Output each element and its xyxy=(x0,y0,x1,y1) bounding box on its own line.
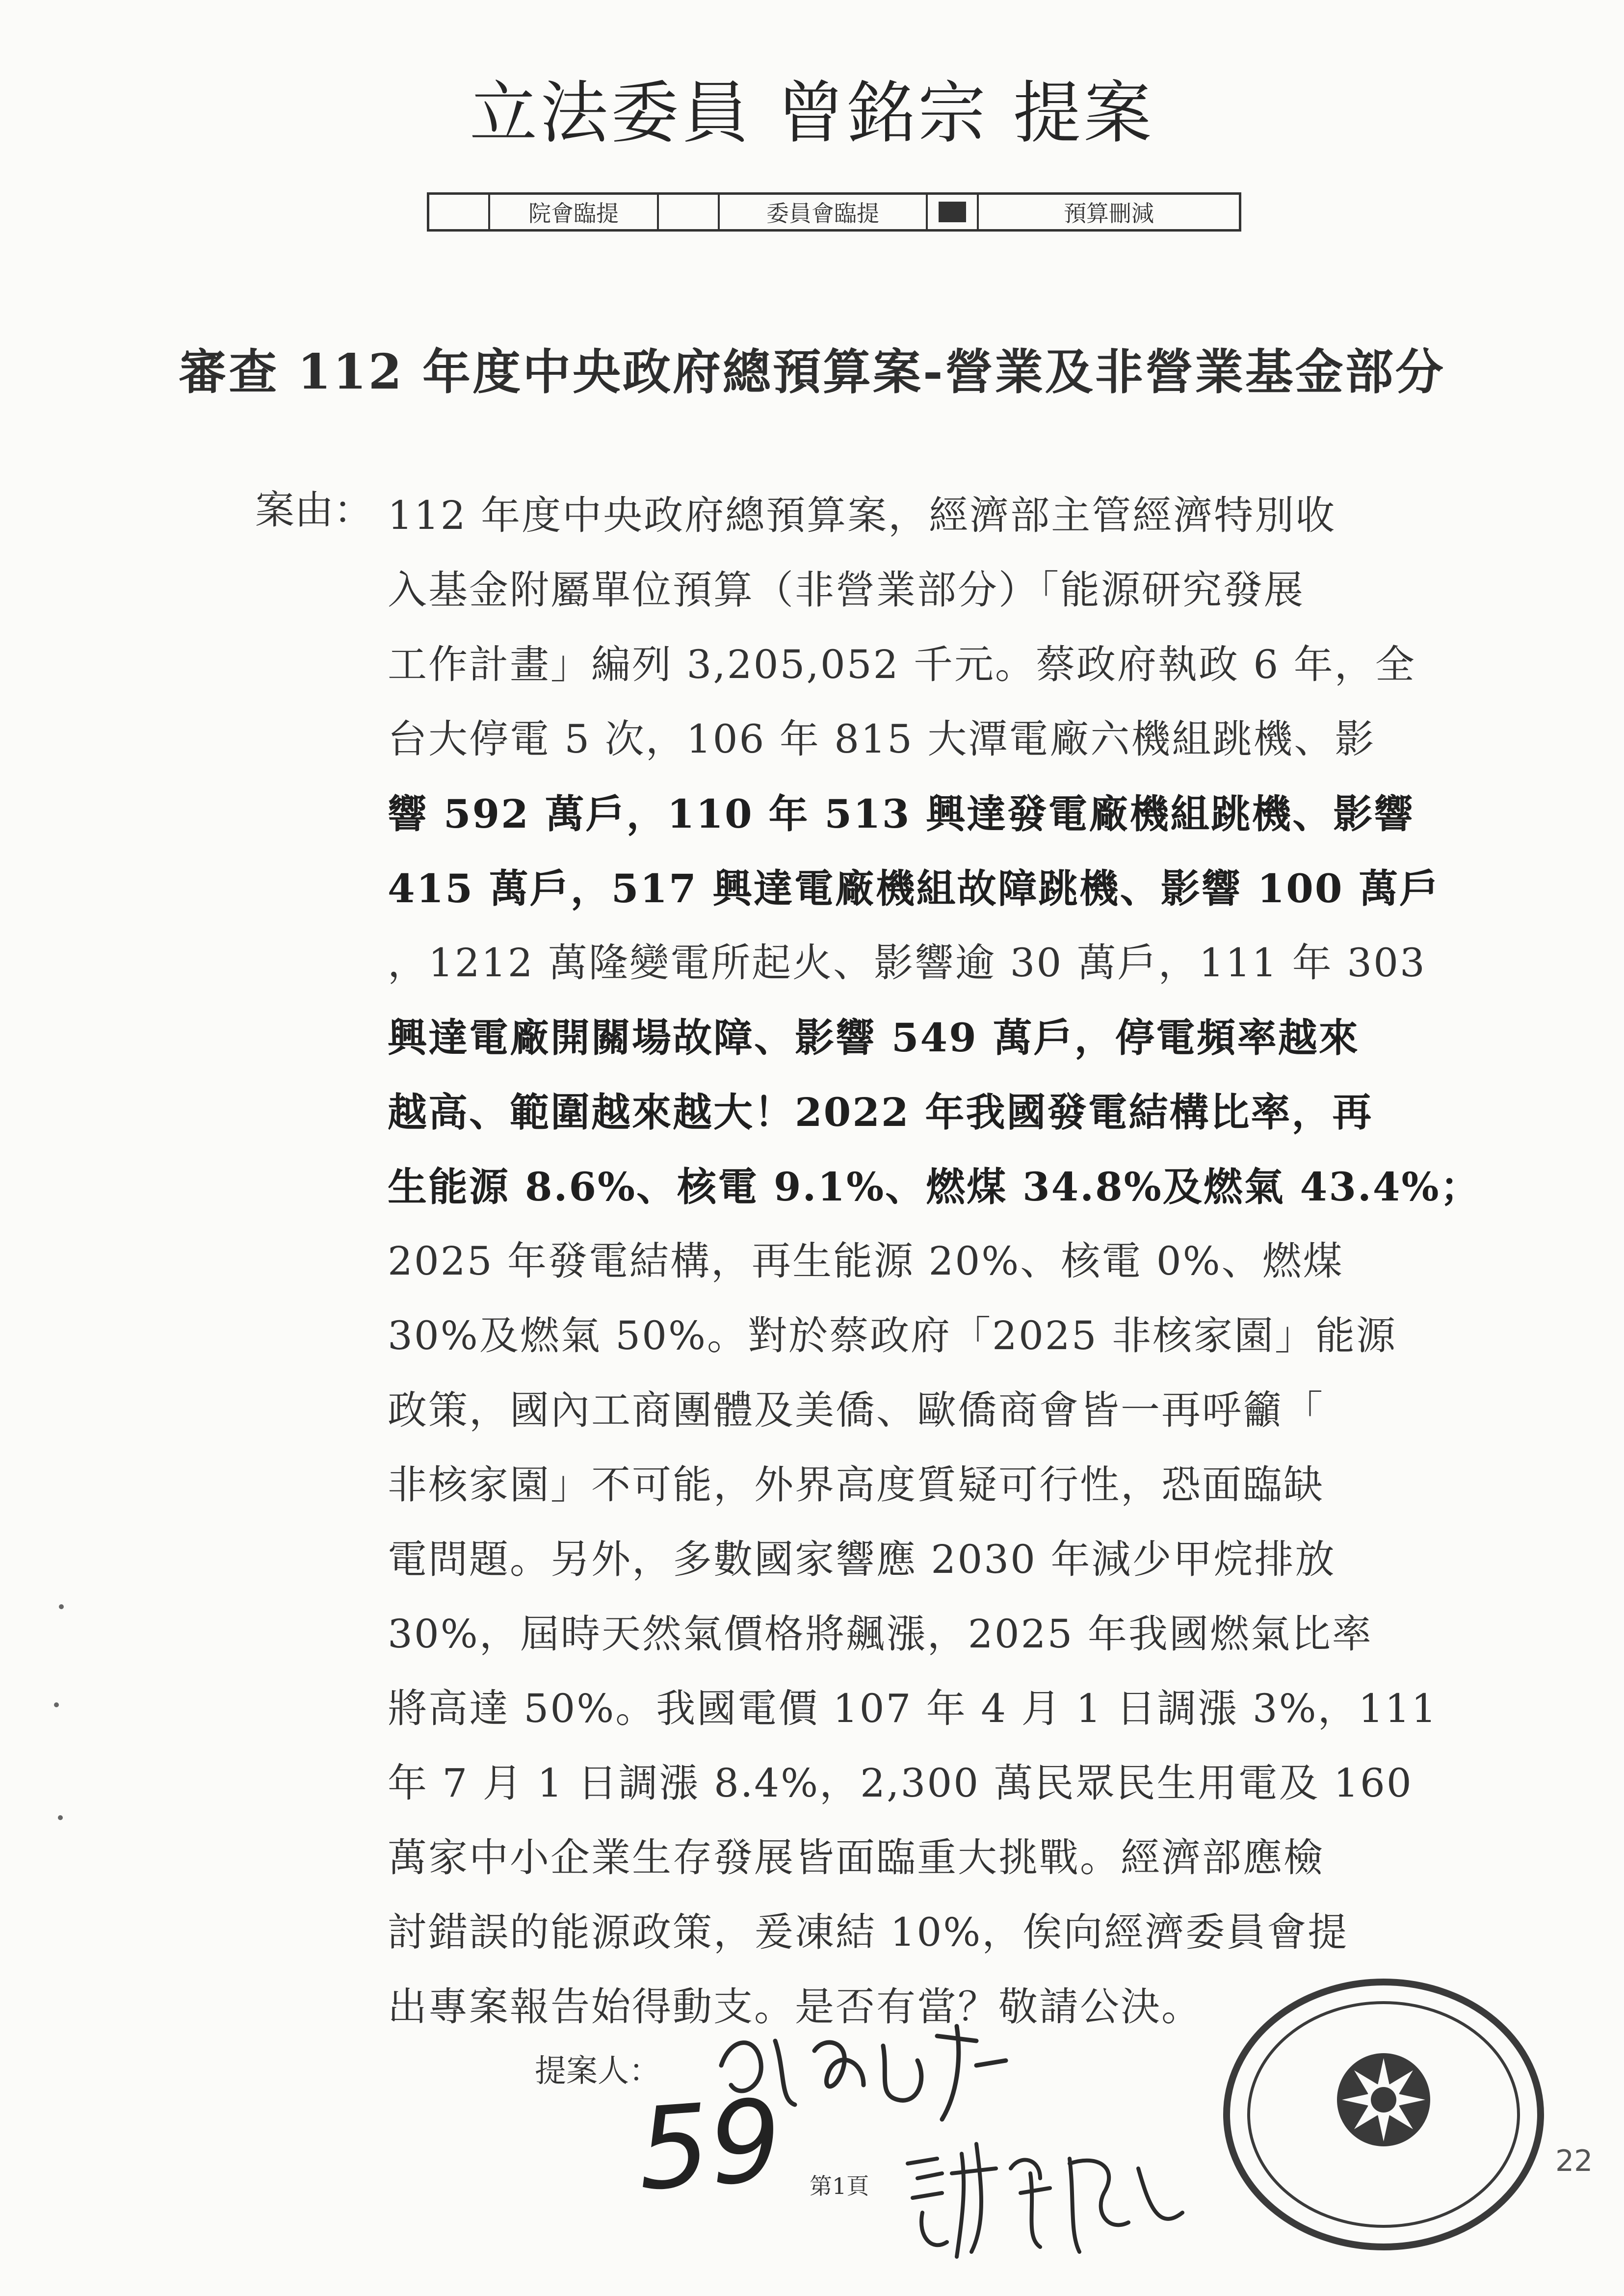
body-line: 工作計畫」編列 3,205,052 千元。蔡政府執政 6 年，全 xyxy=(388,642,1416,687)
body-line: 30%及燃氣 50%。對於蔡政府「2025 非核家園」能源 xyxy=(388,1313,1397,1358)
checkbox-committee[interactable] xyxy=(659,195,720,229)
proposer-label: 提案人： xyxy=(535,2053,660,2089)
body-line: 政策，國內工商團體及美僑、歐僑商會皆一再呼籲「 xyxy=(388,1387,1324,1433)
body-line: 415 萬戶，517 興達電廠機組故障跳機、影響 100 萬戶 xyxy=(388,865,1441,912)
margin-mark: 22 xyxy=(1555,2144,1593,2178)
body-line: 30%，屆時天然氣價格將飆漲，2025 年我國燃氣比率 xyxy=(388,1611,1373,1657)
reason-body xyxy=(388,478,1481,2044)
checkbox-plenary[interactable] xyxy=(429,195,490,229)
reason-label: 案由： xyxy=(255,487,373,533)
body-line: 生能源 8.6%、核電 9.1%、燃煤 34.8%及燃氣 43.4%； xyxy=(388,1164,1481,1210)
checkbox-budget-cut[interactable] xyxy=(928,195,979,229)
checked-mark-icon xyxy=(939,202,966,222)
scan-speck xyxy=(54,1702,59,1707)
page-number: 第1頁 xyxy=(810,2173,869,2199)
body-line: 電問題。另外，多數國家響應 2030 年減少甲烷排放 xyxy=(388,1537,1336,1582)
scan-speck xyxy=(58,1815,63,1820)
body-line: 興達電廠開關場故障、影響 549 萬戶，停電頻率越來 xyxy=(388,1015,1360,1061)
body-line: 2025 年發電結構，再生能源 20%、核電 0%、燃煤 xyxy=(388,1238,1344,1284)
body-line: 年 7 月 1 日調漲 8.4%，2,300 萬民眾民生用電及 160 xyxy=(388,1760,1413,1806)
proposal-subject: 審查 112 年度中央政府總預算案-營業及非營業基金部分 xyxy=(179,344,1445,400)
option-label-committee: 委員會臨提 xyxy=(720,195,928,229)
body-line: 將高達 50%。我國電價 107 年 4 月 1 日調漲 3%，111 xyxy=(388,1686,1438,1731)
option-label-budget-cut: 預算刪減 xyxy=(1064,200,1154,227)
scan-speck xyxy=(59,1604,64,1609)
body-line: 越高、範圍越來越大！2022 年我國發電結構比率，再 xyxy=(388,1089,1373,1135)
body-line: 非核家園」不可能，外界高度質疑可行性，恐面臨缺 xyxy=(388,1462,1324,1508)
body-line: 萬家中小企業生存發展皆面臨重大挑戰。經濟部應檢 xyxy=(388,1835,1324,1880)
handwritten-number: 59 xyxy=(633,2075,786,2216)
body-line: 入基金附屬單位預算（非營業部分）「能源研究發展 xyxy=(388,567,1305,613)
body-line: ，1212 萬隆變電所起火、影響逾 30 萬戶，111 年 303 xyxy=(388,940,1426,986)
option-label-plenary: 院會臨提 xyxy=(490,195,659,229)
body-line: 台大停電 5 次，106 年 815 大潭電廠六機組跳機、影 xyxy=(388,716,1376,762)
body-line: 112 年度中央政府總預算案，經濟部主管經濟特別收 xyxy=(388,493,1336,538)
handwritten-signature-2 xyxy=(893,2124,1197,2271)
body-line: 出專案報告始得動支。是否有當？敬請公決。 xyxy=(388,1984,1202,2030)
page-title: 立法委員 曾銘宗 提案 xyxy=(470,74,1154,153)
official-seal-icon xyxy=(1217,1972,1550,2257)
proposal-type-bar xyxy=(427,192,1241,232)
body-line: 討錯誤的能源政策，爰凍結 10%，俟向經濟委員會提 xyxy=(388,1909,1349,1955)
body-line: 響 592 萬戶，110 年 513 興達發電廠機組跳機、影響 xyxy=(388,791,1415,837)
